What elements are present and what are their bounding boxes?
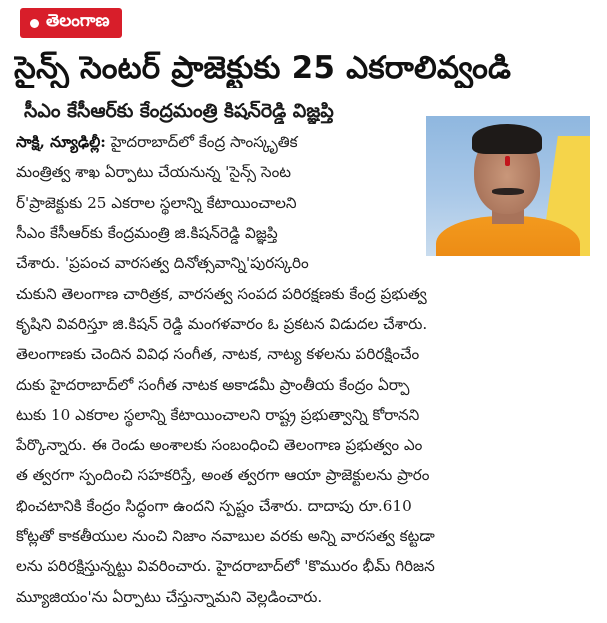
- subheadline: సీఎం కేసీఆర్‌కు కేంద్రమంత్రి కిషన్‌రెడ్డి విజ్ఞప్తి: [24, 100, 334, 122]
- article-line-5: చేశారు. 'ప్రపంచ వారసత్వ దినోత్సవాన్ని'పురస్కరిం: [16, 254, 309, 273]
- dateline: సాక్షి, న్యూఢిల్లీ:: [16, 133, 106, 151]
- article-line-3: ర్'ప్రాజెక్టుకు 25 ఎకరాల స్థలాన్ని కేటాయించాలని: [16, 193, 297, 212]
- article-line-1: [16, 127, 416, 157]
- article-line-13: భించటానికి కేంద్రం సిద్ధంగా ఉందని స్పష్టం చేశారు. దాదాపు రూ.610: [16, 496, 412, 515]
- photo-mustache: [492, 188, 524, 195]
- article-line-4: సీఎం కేసీఆర్‌కు కేంద్రమంత్రి జి.కిషన్‌రెడ్డి విజ్ఞప్తి: [16, 223, 278, 242]
- minister-photo: [426, 116, 590, 256]
- article-line-12: త త్వరగా స్పందించి సహకరిస్తే, అంత త్వరగా ఆయా ప్రాజెక్టులను ప్రారం: [16, 466, 430, 485]
- photo-tilak: [505, 156, 510, 166]
- article-line-2: మంత్రిత్వ శాఖ ఏర్పాటు చేయనున్న 'సైన్స్ సెంట: [16, 163, 291, 182]
- article-line-16: మ్యూజియం'ను ఏర్పాటు చేస్తున్నామని వెల్లడించారు.: [16, 587, 323, 606]
- photo-hair: [472, 124, 542, 154]
- section-label: తెలంగాణ: [46, 11, 110, 31]
- article-line-7: కృషిని వివరిస్తూ జి.కిషన్ రెడ్డి మంగళవారం ఓ ప్రకటన విడుదల చేశారు.: [16, 314, 428, 333]
- bullet-icon: [30, 19, 39, 28]
- article-line-14: కోట్లతో కాకతీయుల నుంచి నిజాం నవాబుల వరకు అన్ని వారసత్వ కట్టడా: [16, 527, 435, 546]
- article-line-15: లను పరిరక్షిస్తున్నట్టు వివరించారు. హైదరాబాద్‌లో 'కొమురం భీమ్ గిరిజన: [16, 557, 435, 576]
- article-line-9: దుకు హైదరాబాద్‌లో సంగీత నాటక అకాడమీ ప్రాంతీయ కేంద్రం ఏర్పా: [16, 375, 410, 394]
- article-line-8: తెలంగాణకు చెందిన వివిధ సంగీత, నాటక, నాట్య కళలను పరిరక్షించేం: [16, 345, 420, 364]
- article-line-text: హైదరాబాద్‌లో కేంద్ర సాంస్కృతిక: [110, 133, 298, 151]
- headline: సైన్స్ సెంటర్ ప్రాజెక్టుకు 25 ఎకరాలివ్వండి: [14, 50, 512, 86]
- article-line-6: చుకుని తెలంగాణ చారిత్రక, వారసత్వ సంపద పరిరక్షణకు కేంద్ర ప్రభుత్వ: [16, 284, 427, 303]
- article-line-10: టుకు 10 ఎకరాల స్థలాన్ని కేటాయించాలని రాష్ట్ర ప్రభుత్వాన్ని కోరానని: [16, 405, 420, 424]
- section-tag: [20, 8, 122, 38]
- article-line-11: పేర్కొన్నారు. ఈ రెండు అంశాలకు సంబంధించి తెలంగాణ ప్రభుత్వం ఎం: [16, 436, 423, 455]
